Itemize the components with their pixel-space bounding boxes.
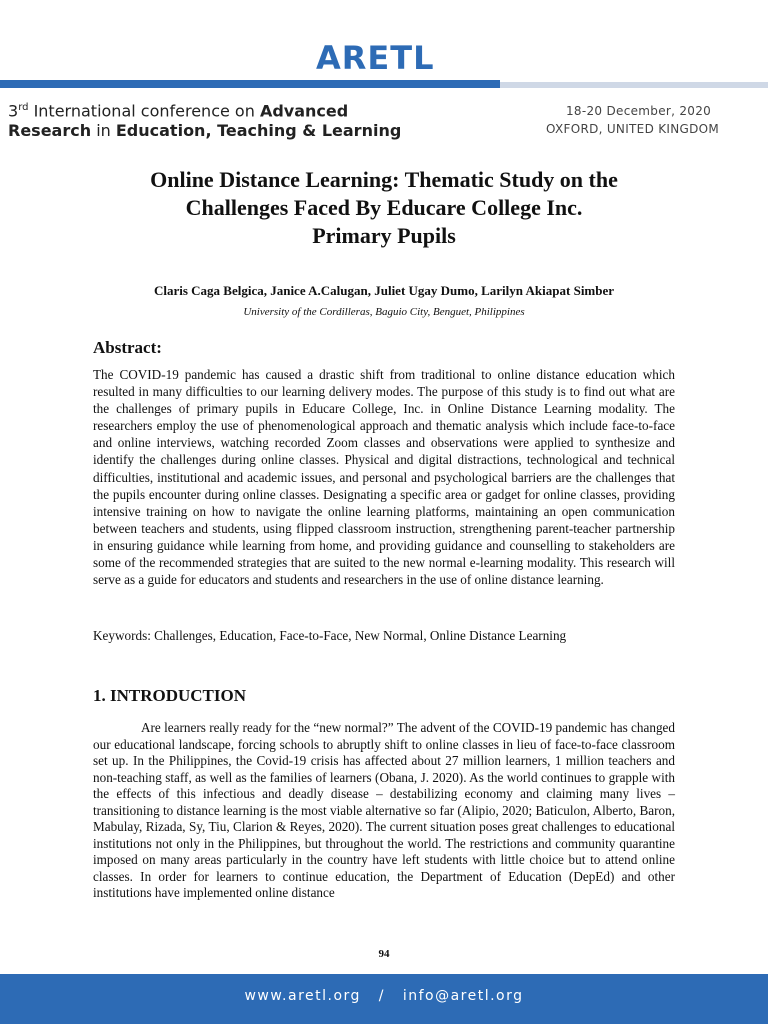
paper-title-line1: Online Distance Learning: Thematic Study on the [150, 167, 618, 192]
page-number: 94 [378, 948, 390, 960]
conference-logo: ARETL [316, 39, 435, 77]
conference-name-line1 [8, 98, 348, 121]
abstract-text: The COVID-19 pandemic has caused a drastic shift from traditional to online distance education which resulted in many difficulties to our learning delivery modes. The purpose of this study is to find out what are the challenges of primary pupils in Educare College, Inc. in Online Distance Learning modality. The researchers employ the use of phenomenological approach and thematic analysis which include face-to-face and online interviews, watching recorded Zoom classes and observations were applied to synthesize and identify the challenges during online classes. Physical and digital distractions, technological and technical difficulties, institutional and academic issues, and personal and psychological barriers are the challenges that the pupils encounter during online classes. Designating a specific area or gadget for online classes, providing intensive training on how to navigate the online learning platforms, maintaining an open communication between teachers and students, using flipped classroom instruction, strengthening parent-teacher partnership in ensuring guidance while learning from home, and providing guidance and counselling to stakeholders are some of the recommended strategies that are suited to the new normal e-learning modality. This research will serve as a guide for educators and students and researchers in the use of online distance learning. [93, 367, 675, 588]
abstract-heading: Abstract: [93, 338, 162, 357]
paper-authors: Claris Caga Belgica, Janice A.Calugan, Juliet Ugay Dumo, Larilyn Akiapat Simber [153, 283, 615, 298]
section-heading-introduction: 1. INTRODUCTION [93, 686, 247, 705]
author-affiliation: University of the Cordilleras, Baguio City, Benguet, Philippines [243, 306, 525, 318]
conference-in: in [91, 121, 116, 140]
paper-title [90, 166, 678, 250]
conference-name-bold: Advanced [259, 101, 349, 121]
conference-name-line2 [8, 121, 401, 141]
paper-title-line2: Challenges Faced By Educare College Inc. [185, 195, 583, 220]
conference-ordinal-suffix: rd [18, 102, 29, 113]
conference-topics: Education, Teaching & Learning [115, 121, 402, 140]
keywords: Keywords: Challenges, Education, Face-to-Face, New Normal, Online Distance Learning [93, 628, 567, 643]
header-band-left [0, 80, 500, 88]
footer-contact: www.aretl.org / info@aretl.org [244, 988, 524, 1004]
conference-ordinal: 3 [8, 101, 19, 121]
conference-research: Research [8, 121, 92, 140]
paper-title-line3: Primary Pupils [312, 223, 456, 248]
conference-name-normal: International conference on [28, 101, 260, 121]
footer-bar [0, 974, 768, 1024]
conference-date: 18-20 December, 2020 [566, 104, 712, 118]
conference-location: OXFORD, UNITED KINGDOM [546, 122, 720, 136]
introduction-text: Are learners really ready for the “new normal?” The advent of the COVID-19 pandemic has changed our educational landscape, forcing schools to abruptly shift to online classes in lieu of face-to-face classroom set up. In the Philippines, the Covid-19 crisis has affected about 27 million learners, 1 million teachers and non-teaching staff, as well as the families of learners (Obana, J. 2020). As the world continues to grapple with the effects of this infectious and deadly disease – destabilizing economy and claiming many lives – transitioning to distance learning is the most viable alternative so far (Alipio, 2020; Baticulon, Alberto, Baron, Mabulay, Rizada, Sy, Tiu, Clarion & Reyes, 2020). The current situation poses great challenges to educational institutions not only in the Philippines, but throughout the world. The restrictions and community quarantine imposed on many areas particularly in the country have left students with little choice but to attend online classes. In order for learners to continue education, the Department of Education (DepEd) and other institutions have implemented online distance [93, 720, 675, 900]
header-band-right [500, 82, 768, 88]
